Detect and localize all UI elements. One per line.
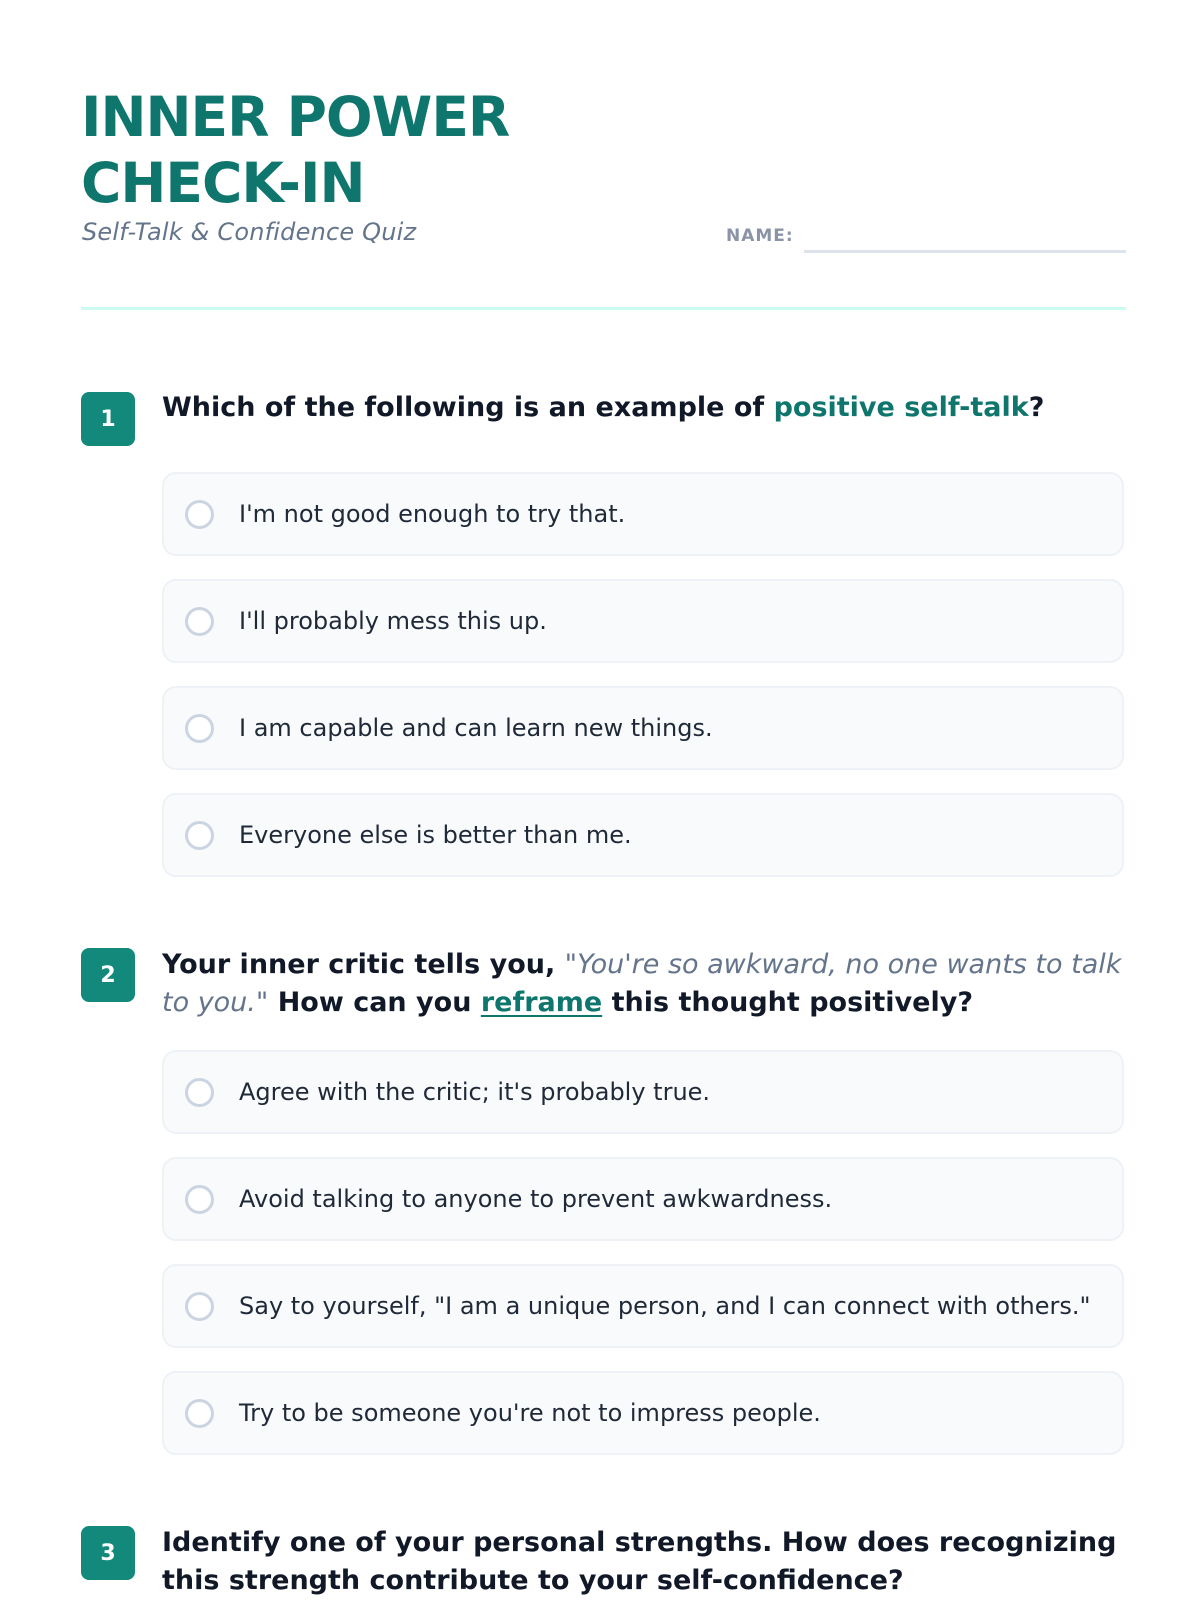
- radio-button[interactable]: [185, 1292, 214, 1321]
- name-label: NAME:: [726, 226, 794, 246]
- option-label: I'll probably mess this up.: [239, 607, 547, 635]
- answer-option[interactable]: [162, 1157, 1124, 1241]
- option-label: Avoid talking to anyone to prevent awkwardness.: [239, 1185, 833, 1213]
- key-term: positive self-talk: [773, 392, 1029, 423]
- title-line-2: CHECK-IN: [81, 151, 365, 215]
- answer-option[interactable]: [162, 1371, 1124, 1455]
- question-text-part: this thought positively?: [602, 987, 973, 1018]
- name-field[interactable]: [804, 250, 1126, 253]
- inner-critic-quote: "You're so awkward, no one wants to talk to you.": [162, 949, 1122, 1018]
- question-text: [162, 946, 1126, 1022]
- radio-button[interactable]: [185, 607, 214, 636]
- question-text-part: ?: [1028, 392, 1045, 423]
- title-line-1: INNER POWER: [81, 85, 510, 149]
- page-subtitle: Self-Talk & Confidence Quiz: [82, 218, 417, 246]
- radio-button[interactable]: [185, 500, 214, 529]
- answer-option[interactable]: [162, 579, 1124, 663]
- question-number-badge: 1: [81, 392, 135, 446]
- header-divider: [81, 307, 1126, 310]
- question-number-badge: 2: [81, 948, 135, 1002]
- option-label: Try to be someone you're not to impress people.: [239, 1399, 821, 1427]
- question-number-badge: 3: [81, 1526, 135, 1580]
- radio-button[interactable]: [185, 1078, 214, 1107]
- question-text-part: How can you: [268, 987, 481, 1018]
- question-text: [162, 389, 1126, 427]
- answer-option[interactable]: [162, 472, 1124, 556]
- answer-option[interactable]: [162, 1050, 1124, 1134]
- answer-option[interactable]: [162, 686, 1124, 770]
- radio-button[interactable]: [185, 1185, 214, 1214]
- answer-option[interactable]: [162, 793, 1124, 877]
- answer-option[interactable]: [162, 1264, 1124, 1348]
- radio-button[interactable]: [185, 1399, 214, 1428]
- option-label: I'm not good enough to try that.: [239, 500, 626, 528]
- key-term: reframe: [480, 987, 603, 1018]
- option-label: Everyone else is better than me.: [239, 821, 632, 849]
- option-label: I am capable and can learn new things.: [239, 714, 713, 742]
- question-text-part: Which of the following is an example of: [162, 392, 774, 423]
- option-label: Say to yourself, "I am a unique person, and I can connect with others.": [239, 1292, 1091, 1320]
- radio-button[interactable]: [185, 714, 214, 743]
- page-title: [81, 84, 509, 216]
- radio-button[interactable]: [185, 821, 214, 850]
- question-text: Identify one of your personal strengths. How does recognizing this strength contribute to your self-confidence?: [162, 1527, 1117, 1596]
- option-label: Agree with the critic; it's probably true.: [239, 1078, 711, 1106]
- question-text-part: Your inner critic tells you,: [162, 949, 565, 980]
